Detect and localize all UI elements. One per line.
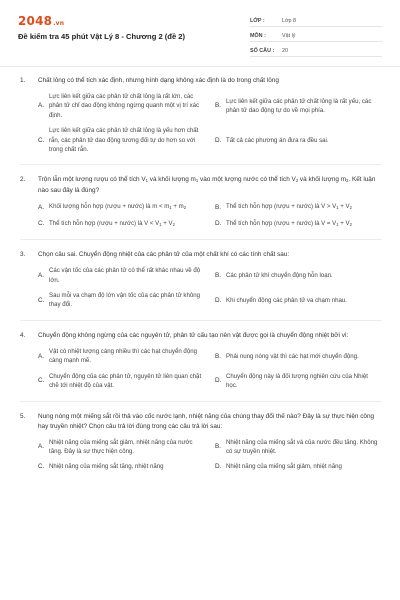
question-4: [0, 331, 400, 402]
option-b[interactable]: [215, 92, 382, 120]
option-a[interactable]: [38, 266, 205, 285]
option-letter: A.: [38, 203, 45, 211]
answer-options: [20, 92, 382, 154]
logo-name: 2048: [18, 14, 53, 28]
question-text: Chọn câu sai. Chuyển động nhiệt của các phân tử của một chất khí có các tính chất sau:: [38, 251, 290, 259]
option-b[interactable]: [215, 202, 382, 212]
exam-title: Đề kiểm tra 45 phút Vật Lý 8 - Chương 2 (đề 2): [18, 32, 186, 41]
question-divider: [20, 401, 382, 402]
option-text: Lực liên kết giữa các phân tử chất lỏng là yếu hơn chất rắn, các phân tử dao động tương đối tự do hơn so với trong chất rắn.: [49, 127, 199, 154]
option-part: + V: [338, 203, 350, 211]
question-number: 5.: [20, 412, 26, 420]
subscript: 1: [159, 221, 162, 227]
option-c[interactable]: [38, 126, 205, 154]
option-letter: D.: [215, 463, 222, 471]
option-text: Phải nung nóng vật thì các hạt mới chuyển động.: [226, 352, 359, 360]
option-letter: D.: [215, 296, 222, 304]
question-number: 3.: [20, 251, 26, 259]
option-text: Vật có nhiệt lượng càng nhiều thì các hạt chuyển động càng mạnh mẽ.: [49, 347, 197, 365]
subscript: 2: [349, 205, 352, 211]
option-letter: D.: [215, 220, 222, 228]
question-stem: [20, 412, 382, 432]
subscript: 1: [195, 178, 199, 184]
stem-text: Trộn lẫn một lượng rượu có thể tích V: [38, 176, 146, 184]
option-d[interactable]: [215, 372, 382, 391]
question-stem: [20, 331, 382, 341]
subscript: 2: [346, 178, 349, 184]
option-b[interactable]: [215, 266, 382, 285]
header-divider: [0, 66, 400, 67]
option-letter: B.: [215, 352, 222, 360]
option-a[interactable]: [38, 347, 205, 366]
meta-label: LỚP :: [250, 18, 265, 24]
question-3: [0, 250, 400, 321]
meta-value: Vật lý: [282, 33, 296, 39]
subscript: 1: [336, 205, 339, 211]
answer-options: [20, 202, 382, 229]
option-letter: C.: [38, 463, 45, 471]
site-logo[interactable]: [18, 14, 64, 28]
option-text: Chuyển động này là đối tượng nghiên cứu của Nhiệt học.: [226, 372, 368, 390]
meta-label: SỐ CÂU :: [250, 48, 275, 54]
subscript: 2: [349, 221, 352, 227]
option-a[interactable]: [38, 92, 205, 120]
option-letter: C.: [38, 136, 45, 144]
option-text: Các vận tốc của các phân tử có thể rất khác nhau về độ lớn.: [49, 267, 201, 284]
option-letter: C.: [38, 377, 45, 385]
option-a[interactable]: [38, 438, 205, 457]
subscript: 2: [295, 178, 299, 184]
meta-row-class: [250, 12, 382, 27]
option-text: Nhiệt năng của miếng sắt giảm, nhiệt năng của nước tăng. Đây là sự thực hiện công.: [49, 438, 193, 455]
option-text: Chuyển động của các phân tử, nguyên tử liên quan chặt chẽ tới nhiệt độ của vật.: [49, 372, 202, 390]
option-letter: A.: [38, 271, 45, 279]
option-text: Nhiệt năng của miếng sắt tăng, nhiệt năng: [49, 463, 164, 471]
option-d[interactable]: [215, 462, 382, 471]
option-letter: C.: [38, 220, 45, 228]
subscript: 1: [336, 221, 339, 227]
option-text: Sau mỗi va chạm độ lớn vận tốc của các phân tử không thay đổi.: [49, 292, 201, 309]
option-letter: A.: [38, 102, 45, 110]
option-letter: B.: [215, 203, 222, 211]
option-part: + V: [161, 219, 173, 227]
stem-text: vào một lượng nước có thể tích V: [198, 176, 296, 184]
option-part: + m: [171, 203, 184, 211]
exam-meta: [250, 12, 382, 57]
question-divider: [20, 239, 382, 240]
option-letter: D.: [215, 377, 222, 385]
meta-label: MÔN :: [250, 33, 266, 39]
logo-suffix: .vn: [53, 20, 65, 27]
option-text: [226, 219, 382, 229]
option-c[interactable]: [38, 291, 205, 310]
option-b[interactable]: [215, 347, 382, 366]
option-text: Lực liên kết giữa các phân tử chất lỏng là rất yếu, các phân tử dao động tự do về mọi phía.: [226, 97, 372, 115]
answer-options: [20, 438, 382, 472]
question-stem: [20, 175, 382, 196]
option-d[interactable]: [215, 219, 382, 229]
meta-row-count: [250, 42, 382, 57]
subscript: 1: [169, 205, 172, 211]
stem-text: và khối lượng m: [298, 176, 347, 184]
option-letter: B.: [215, 443, 222, 451]
meta-value: Lớp 8: [282, 18, 297, 24]
option-text: [49, 202, 205, 212]
question-number: 4.: [20, 331, 26, 339]
option-text: [226, 202, 382, 212]
option-c[interactable]: [38, 219, 205, 229]
option-c[interactable]: [38, 372, 205, 391]
answer-options: [20, 266, 382, 310]
question-text: Chất lỏng có thể tích xác định, nhưng hình dạng không xác định là do trong chất lỏng: [38, 77, 279, 84]
question-5: [0, 412, 400, 472]
option-text: Tất cả các phương án đưa ra đều sai.: [226, 136, 329, 144]
question-text: Nung nóng một miếng sắt rồi thả vào cốc nước lạnh, nhiệt năng của chúng thay đổi thế nào? Đây là sự thực hiện công hay truyền nhiệt? Chọn câu trả lời đúng trong các câu trả lời sau:: [38, 412, 375, 430]
question-number: 2.: [20, 176, 26, 184]
option-part: Thể tích hỗn hợp (rượu + nước) là V > V: [226, 203, 337, 211]
question-text: Chuyển động không ngừng của các nguyên tử, phân tử cấu tạo nên vật được gọi là chuyển động nhiệt bởi vì:: [38, 331, 349, 339]
question-text: [38, 175, 382, 196]
option-text: Nhiệt năng của miếng sắt giảm, nhiệt năng: [226, 463, 342, 471]
question-list: [0, 76, 400, 472]
subscript: 2: [172, 221, 175, 227]
option-part: Khối lượng hỗn hợp (rượu + nước) là m < m: [49, 203, 170, 211]
meta-row-subject: [250, 27, 382, 42]
option-letter: D.: [215, 136, 222, 144]
option-letter: C.: [38, 296, 45, 304]
option-letter: A.: [38, 443, 45, 451]
subscript: 1: [145, 178, 148, 184]
option-text: [49, 219, 205, 229]
option-letter: A.: [38, 352, 45, 360]
question-divider: [20, 164, 382, 165]
option-letter: B.: [215, 271, 222, 279]
page-header: [0, 0, 400, 62]
option-part: + V: [338, 219, 350, 227]
meta-value: 20: [282, 48, 288, 54]
option-letter: B.: [215, 102, 222, 110]
question-divider: [20, 320, 382, 321]
stem-text: . Kết luận nào sau đây là đúng?: [38, 176, 376, 195]
answer-options: [20, 347, 382, 391]
option-c[interactable]: [38, 462, 205, 471]
question-1: [0, 76, 400, 165]
option-part: Thể tích hỗn hợp (rượu + nước) là V = V: [226, 219, 337, 227]
question-number: 1.: [20, 77, 26, 84]
option-text: Lực liên kết giữa các phân tử chất lỏng là rất lớn, các phân tử chỉ dao động không ngừng quanh một vị trí xác định.: [49, 93, 200, 119]
option-a[interactable]: [38, 202, 205, 212]
subscript: 2: [183, 205, 187, 211]
option-text: Nhiệt năng của miếng sắt và của nước đều tăng. Không có sự truyền nhiệt.: [226, 438, 378, 455]
option-part: Thể tích hỗn hợp (rượu + nước) là V < V: [49, 219, 160, 227]
question-stem: [20, 250, 382, 260]
question-2: [0, 175, 400, 240]
option-text: Khi chuyển động các phân tử va chạm nhau.: [226, 296, 347, 304]
option-text: Các phân tử khí chuyển động hỗn loạn.: [226, 271, 333, 279]
stem-text: và khối lượng m: [147, 176, 196, 184]
option-d[interactable]: [215, 291, 382, 310]
option-d[interactable]: [215, 126, 382, 154]
question-stem: [20, 76, 382, 86]
option-b[interactable]: [215, 438, 382, 457]
